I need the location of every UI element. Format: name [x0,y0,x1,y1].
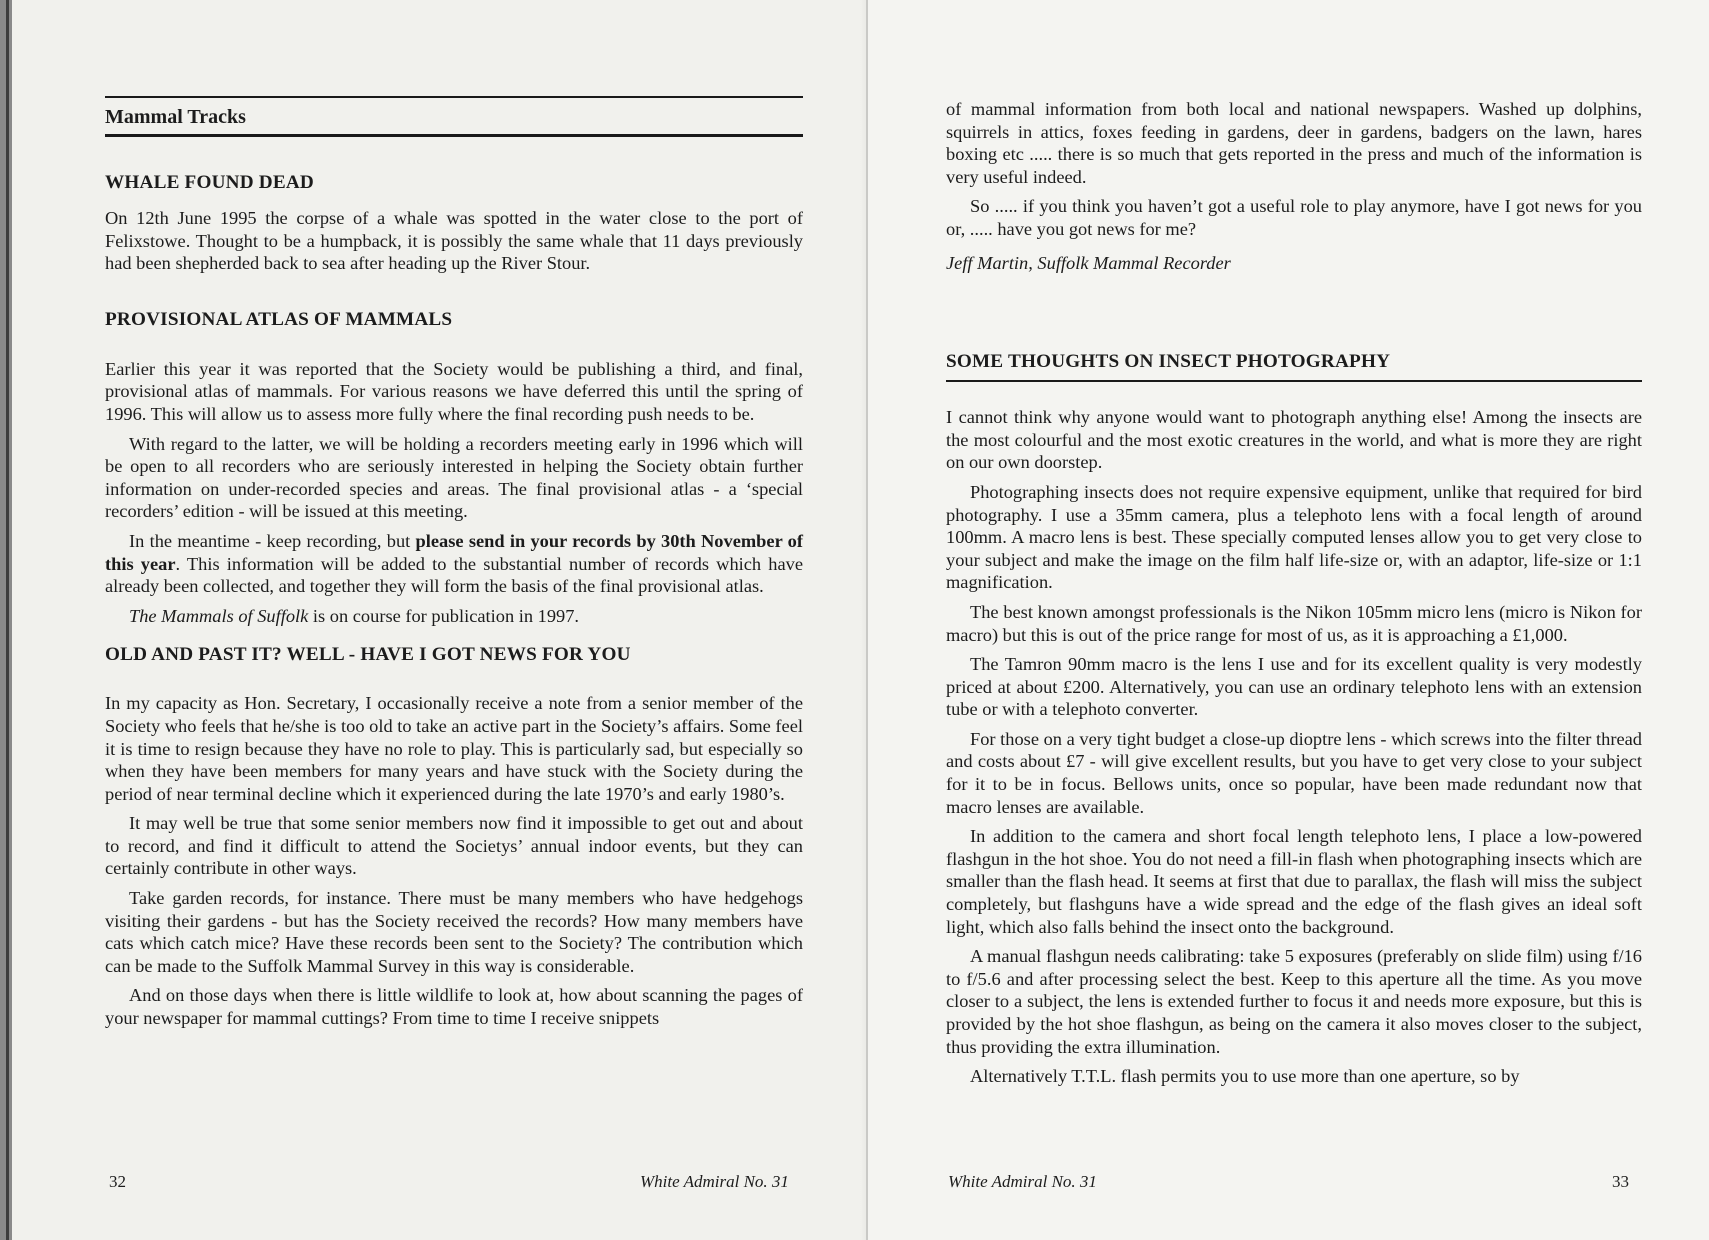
records-deadline: please send in your records by 30th November of this year [105,530,803,574]
gutter-shadow [860,0,866,1240]
whale-heading: WHALE FOUND DEAD [105,172,314,193]
left-page-number: 32 [109,1172,126,1191]
insect-paragraph-5: For those on a very tight budget a close-up dioptre lens - which screws into the filter thread and costs about £7 - will give excellent results, but you have to get very close to your subject for it to be in focus. Bellows units, once so popular, have been made redundant now that macro lenses are available. [946,728,1642,817]
insect-paragraph-6: In addition to the camera and short focal length telephoto lens, I place a low-powered flashgun in the hot shoe. You do not need a fill-in flash when photographing insects which are smaller than the flash head. It seems at first that due to parallax, the flash will miss the subject completely, but flashguns have a wide spread and the edge of the flash gives an ideal soft light, which also falls behind the insect onto the background. [946,826,1642,937]
insect-paragraph-8: Alternatively T.T.L. flash permits you to use more than one aperture, so by [970,1066,1520,1087]
insect-photography-heading: SOME THOUGHTS ON INSECT PHOTOGRAPHY [946,351,1391,373]
author-signature: Jeff Martin, Suffolk Mammal Recorder [946,252,1231,273]
left-running-footer: White Admiral No. 31 [640,1172,789,1191]
atlas-paragraph-1: Earlier this year it was reported that the Society would be publishing a third, and final, provisional atlas of mammals. For various reasons we have deferred this until the spring of 1996. This will allow us to assess more fully where the final recording push needs to be. [105,358,803,424]
left-column [105,96,803,1030]
atlas-paragraph-2: With regard to the latter, we will be holding a recorders meeting early in 1996 which will be open to all recorders who are seriously interested in helping the Society obtain further information on under-recorded species and areas. The final provisional atlas - a ‘special recorders’ edition - will be issued at this meeting. [105,433,803,522]
atlas-p3-before: In the meantime - keep recording, but [129,530,416,551]
news-paragraph-1: In my capacity as Hon. Secretary, I occasionally receive a note from a senior member of the Society who feels that he/she is too old to take an active part in the Society’s affairs. Some feel it is time to resign because they have no role to play. This is particularly sad, but especially so when they have been members for many years and have stuck with the Society during the period of near terminal decline which it experienced during the late 1970’s and early 1980’s. [105,693,803,804]
insect-paragraph-3: The best known amongst professionals is the Nikon 105mm micro lens (micro is Nikon for macro) but this is out of the price range for most of us, as it is approaching a £1,000. [946,601,1642,645]
news-paragraph-3: Take garden records, for instance. There must be many members who have hedgehogs visiting their gardens - but has the Society received the records? How many members have cats which catch mice? Have these records been sent to the Society? The contribution which can be made to the Suffolk Mammal Survey in this way is considerable. [105,888,803,976]
page-stack-edge [0,0,12,1240]
insect-heading-block [946,350,1642,382]
mammal-tracks-title: Mammal Tracks [105,96,803,137]
insect-paragraph-4: The Tamron 90mm macro is the lens I use and for its excellent quality is very modestly priced at about £200. Alternatively, you can use an ordinary telephoto lens with an extension tube or with a telephoto converter. [946,654,1642,720]
book-title: The Mammals of Suffolk [129,605,309,626]
left-page [12,0,866,1240]
right-column [946,98,1642,1088]
continuation-paragraph-1: of mammal information from both local and national newspapers. Washed up dolphins, squirrels in attics, foxes feeding in gardens, deer in gardens, badgers on the lawn, hares boxing etc ..... there is so much that gets reported in the press and much of the information is very useful indeed. [946,99,1642,187]
atlas-heading: PROVISIONAL ATLAS OF MAMMALS [105,308,453,330]
continuation-paragraph-2: So ..... if you think you haven’t got a useful role to play anymore, have I got news for you or, ..... have you got news for me? [946,196,1642,239]
atlas-paragraph-4 [105,605,803,628]
atlas-p4-after: is on course for publication in 1997. [308,605,580,626]
whale-paragraph: On 12th June 1995 the corpse of a whale was spotted in the water close to the port of Felixstowe. Thought to be a humpback, it is possibly the same whale that 11 days previously had been shepherded back to sea after heading up the River Stour. [105,208,803,274]
news-paragraph-4: And on those days when there is little wildlife to look at, how about scanning the pages of your newspaper for mammal cuttings? From time to time I receive snippets [105,985,803,1029]
right-running-footer: White Admiral No. 31 [948,1172,1097,1191]
right-page-number: 33 [1612,1172,1629,1191]
insect-paragraph-1: I cannot think why anyone would want to photograph anything else! Among the insects are the most colourful and the most exotic creatures in the world, and what is more they are right on our own doorstep. [946,407,1642,473]
news-paragraph-2: It may well be true that some senior members now find it impossible to get out and about to record, and find it difficult to attend the Societys’ annual indoor events, but they can certainly contribute in other ways. [105,813,803,879]
atlas-p3-after: . This information will be added to the substantial number of records which have already been collected, and together they will form the basis of the final provisional atlas. [105,553,803,597]
atlas-paragraph-3 [105,530,803,598]
right-page [868,0,1709,1240]
insect-paragraph-7: A manual flashgun needs calibrating: take 5 exposures (preferably on slide film) using f/16 to f/5.6 and after processing select the best. Keep to this aperture all the time. As you move closer to a subject, the lens is extended further to focus it and needs more exposure, but this is provided by the hot shoe flashgun, as being on the camera it also moves closer to the subject, thus providing the extra illumination. [946,946,1642,1057]
news-heading: OLD AND PAST IT? WELL - HAVE I GOT NEWS FOR YOU [105,644,631,666]
insect-paragraph-2: Photographing insects does not require expensive equipment, unlike that required for bird photography. I use a 35mm camera, plus a telephoto lens with a focal length of around 100mm. A macro lens is best. These specially computed lenses allow you to get very close to your subject and make the image on the film half life-size or, with an adaptor, life-size or 1:1 magnification. [946,481,1642,593]
